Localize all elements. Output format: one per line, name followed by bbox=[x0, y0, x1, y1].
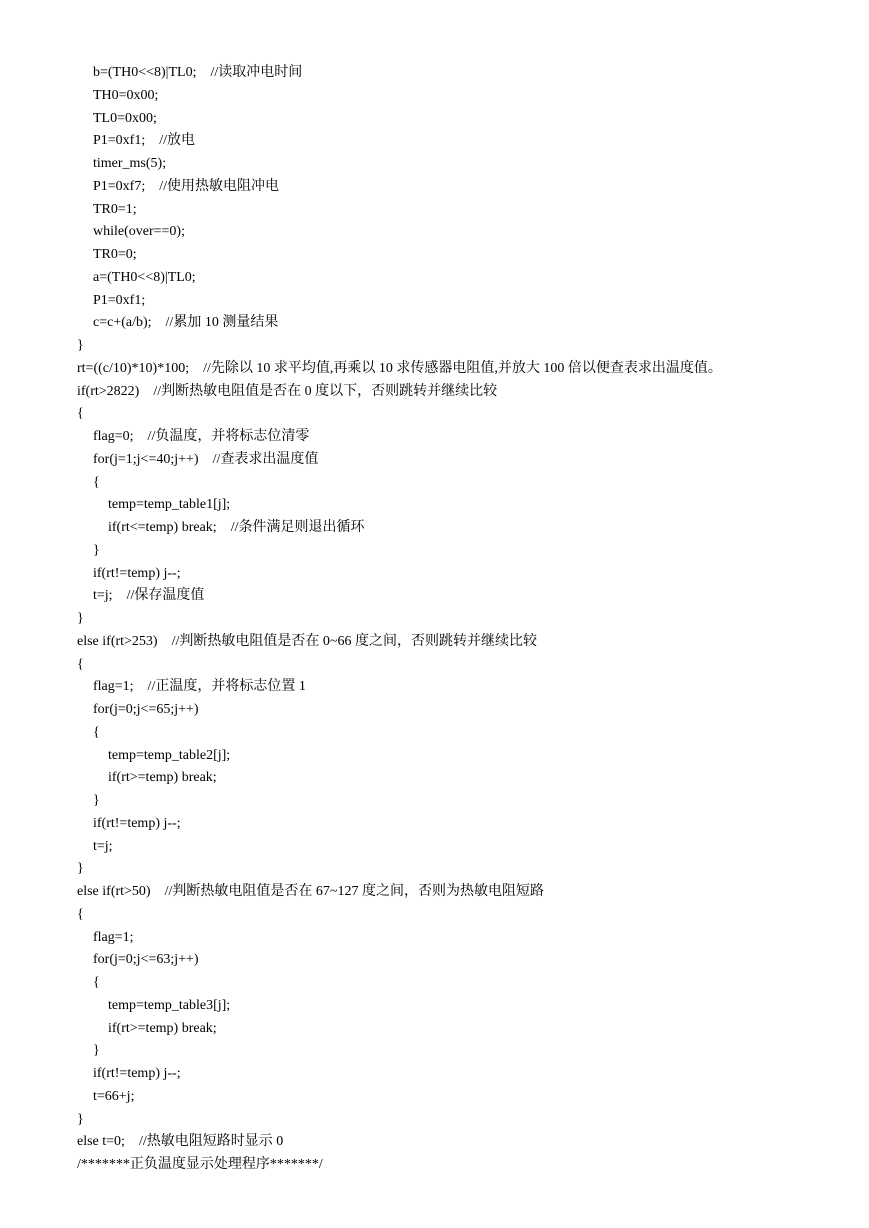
code-line: { bbox=[77, 406, 84, 422]
code-line: P1=0xf1; bbox=[93, 292, 146, 308]
code-line: else if(rt>50) //判断热敏电阻值是否在 67~127 度之间，否则为热敏电阻短路 bbox=[77, 884, 544, 899]
code-line: TL0=0x00; bbox=[93, 110, 157, 126]
code-listing bbox=[77, 62, 857, 1177]
code-line: a=(TH0<<8)|TL0; bbox=[93, 269, 196, 285]
code-line: for(j=0;j<=65;j++) bbox=[93, 702, 199, 717]
code-line: t=66+j; bbox=[93, 1088, 135, 1104]
code-line: temp=temp_table3[j]; bbox=[108, 997, 231, 1013]
code-line: if(rt!=temp) j--; bbox=[93, 1066, 181, 1081]
code-line: temp=temp_table2[j]; bbox=[108, 747, 231, 763]
code-line: b=(TH0<<8)|TL0; //读取冲电时间 bbox=[93, 65, 303, 80]
code-line: else t=0; //热敏电阻短路时显示 0 bbox=[77, 1134, 284, 1150]
code-line: { bbox=[77, 906, 84, 922]
code-line: while(over==0); bbox=[93, 224, 185, 240]
code-line: } bbox=[77, 861, 84, 877]
code-line: TR0=1; bbox=[93, 201, 137, 217]
code-line: P1=0xf1; //放电 bbox=[93, 133, 196, 149]
code-line: TH0=0x00; bbox=[93, 87, 159, 103]
code-line: for(j=0;j<=63;j++) bbox=[93, 952, 199, 968]
code-line: } bbox=[77, 611, 84, 626]
code-line: { bbox=[93, 724, 100, 740]
code-line: for(j=1;j<=40;j++) //查表求出温度值 bbox=[93, 451, 319, 467]
code-line: } bbox=[77, 338, 84, 353]
code-line: rt=((c/10)*10)*100; //先除以 10 求平均值,再乘以 10 求传感器电阻值,并放大 100 倍以便查表求出温度值。 bbox=[77, 360, 722, 376]
code-line: TR0=0; bbox=[93, 247, 137, 262]
code-line: { bbox=[93, 975, 100, 990]
code-line: /*******正负温度显示处理程序*******/ bbox=[77, 1157, 323, 1172]
code-line: if(rt>=temp) break; bbox=[108, 1020, 217, 1036]
code-line: flag=1; bbox=[93, 929, 134, 945]
code-line: if(rt>2822) //判断热敏电阻值是否在 0 度以下，否则跳转并继续比较 bbox=[77, 383, 498, 399]
code-line: } bbox=[93, 542, 100, 558]
code-line: } bbox=[93, 793, 100, 808]
code-line: { bbox=[93, 474, 100, 490]
code-line: else if(rt>253) //判断热敏电阻值是否在 0~66 度之间，否则跳转并继续比较 bbox=[77, 633, 537, 649]
code-line: t=j; //保存温度值 bbox=[93, 588, 205, 604]
code-line: c=c+(a/b); //累加 10 测量结果 bbox=[93, 315, 279, 331]
code-line: timer_ms(5); bbox=[93, 156, 167, 171]
code-line: if(rt!=temp) j--; bbox=[93, 565, 181, 581]
code-line: if(rt!=temp) j--; bbox=[93, 815, 181, 831]
code-line: t=j; bbox=[93, 838, 113, 854]
code-line: if(rt>=temp) break; bbox=[108, 770, 217, 786]
code-line: } bbox=[77, 1111, 84, 1127]
code-line: P1=0xf7; //使用热敏电阻冲电 bbox=[93, 178, 280, 194]
code-line: } bbox=[93, 1043, 100, 1059]
code-line: flag=1; //正温度，并将标志位置 1 bbox=[93, 679, 306, 695]
code-line: flag=0; //负温度，并将标志位清零 bbox=[93, 429, 310, 444]
code-line: { bbox=[77, 656, 84, 672]
code-line: if(rt<=temp) break; //条件满足则退出循环 bbox=[108, 520, 365, 535]
code-line: temp=temp_table1[j]; bbox=[108, 497, 231, 513]
